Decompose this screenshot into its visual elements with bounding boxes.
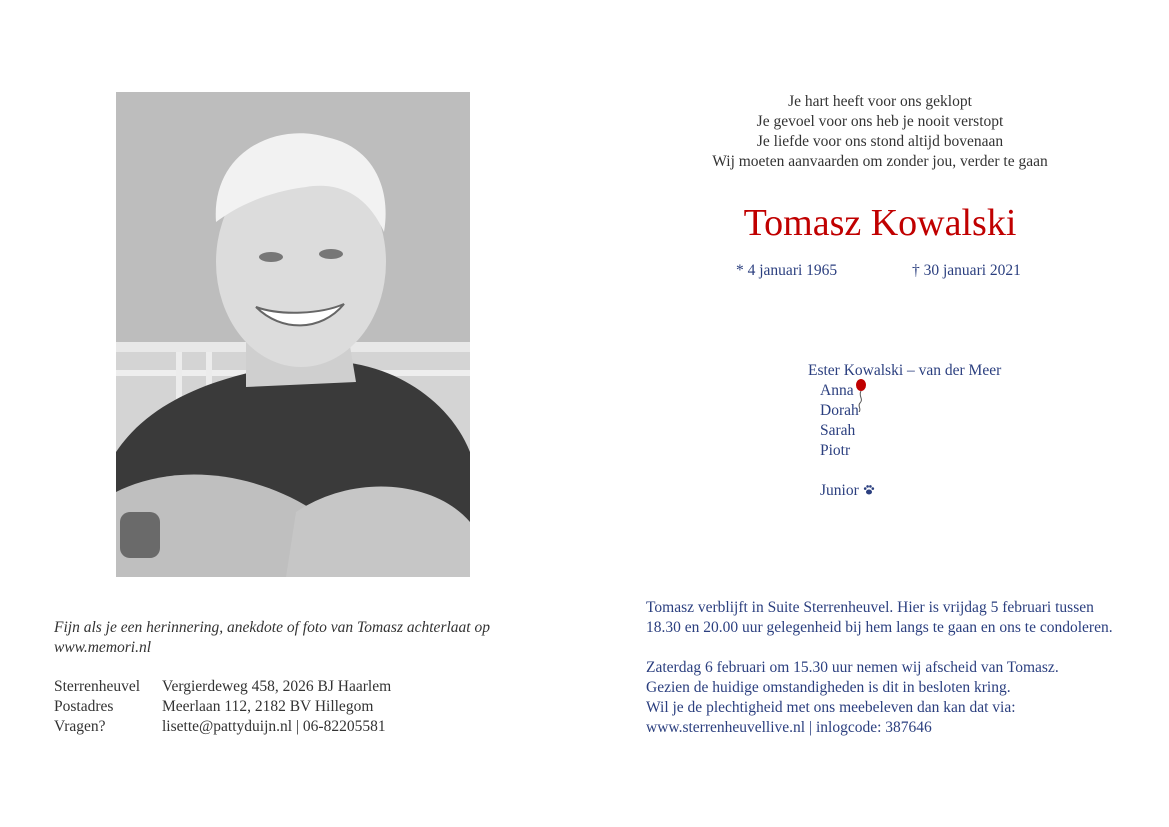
contact-row [54,677,391,697]
family-list [808,361,1001,502]
poem-line: Je gevoel voor ons heb je nooit verstopt [756,113,1004,130]
child-name: Anna [820,382,854,399]
spouse-name: Ester Kowalski – van der Meer [808,362,1002,379]
poem [640,92,1120,172]
child-name: Sarah [820,422,856,439]
contact-block [54,677,391,737]
contact-value: Vergierdeweg 458, 2026 BJ Haarlem [162,678,392,695]
contact-label: Sterrenheuvel [54,678,141,695]
portrait-image [116,92,470,577]
pet-name: Junior [820,482,859,499]
contact-row [54,717,391,737]
birth-date: * 4 januari 1965 [736,262,838,279]
poem-line: Je liefde voor ons stond altijd bovenaan [756,133,1004,150]
balloon-icon [852,378,868,417]
info-line: Tomasz verblijft in Suite Sterrenheuvel. Hier is vrijdag 5 februari tussen [646,599,1094,616]
poem-line: Wij moeten aanvaarden om zonder jou, verder te gaan [712,153,1048,170]
ceremony-info [646,598,1136,758]
portrait-photo [116,92,470,577]
child-name: Piotr [820,442,851,459]
paw-icon [863,482,875,502]
livestream-link[interactable]: www.sterrenheuvellive.nl | inlogcode: 387646 [646,719,932,736]
contact-value: Meerlaan 112, 2182 BV Hillegom [162,698,374,715]
child-name: Dorah [820,402,859,419]
info-line: Wil je de plechtigheid met ons meebeleven dan kan dat via: [646,699,1016,716]
info-line: Gezien de huidige omstandigheden is dit in besloten kring. [646,679,1011,696]
farewell-info [646,658,1136,738]
contact-label: Vragen? [54,718,106,735]
contact-label: Postadres [54,698,114,715]
memori-link[interactable]: www.memori.nl [54,639,152,656]
info-line: Zaterdag 6 februari om 15.30 uur nemen wij afscheid van Tomasz. [646,659,1059,676]
contact-value[interactable]: lisette@pattyduijn.nl | 06-82205581 [162,718,386,735]
memori-text: Fijn als je een herinnering, anekdote of foto van Tomasz achterlaat op [54,619,490,636]
poem-line: Je hart heeft voor ons geklopt [788,93,972,110]
visit-info [646,598,1136,638]
death-date: † 30 januari 2021 [912,262,1021,279]
contact-row [54,697,391,717]
pet-row [808,481,1001,502]
deceased-name: Tomasz Kowalski [743,202,1017,244]
info-line: 18.30 en 20.00 uur gelegenheid bij hem langs te gaan en ons te condoleren. [646,619,1113,636]
memori-note [54,618,534,658]
